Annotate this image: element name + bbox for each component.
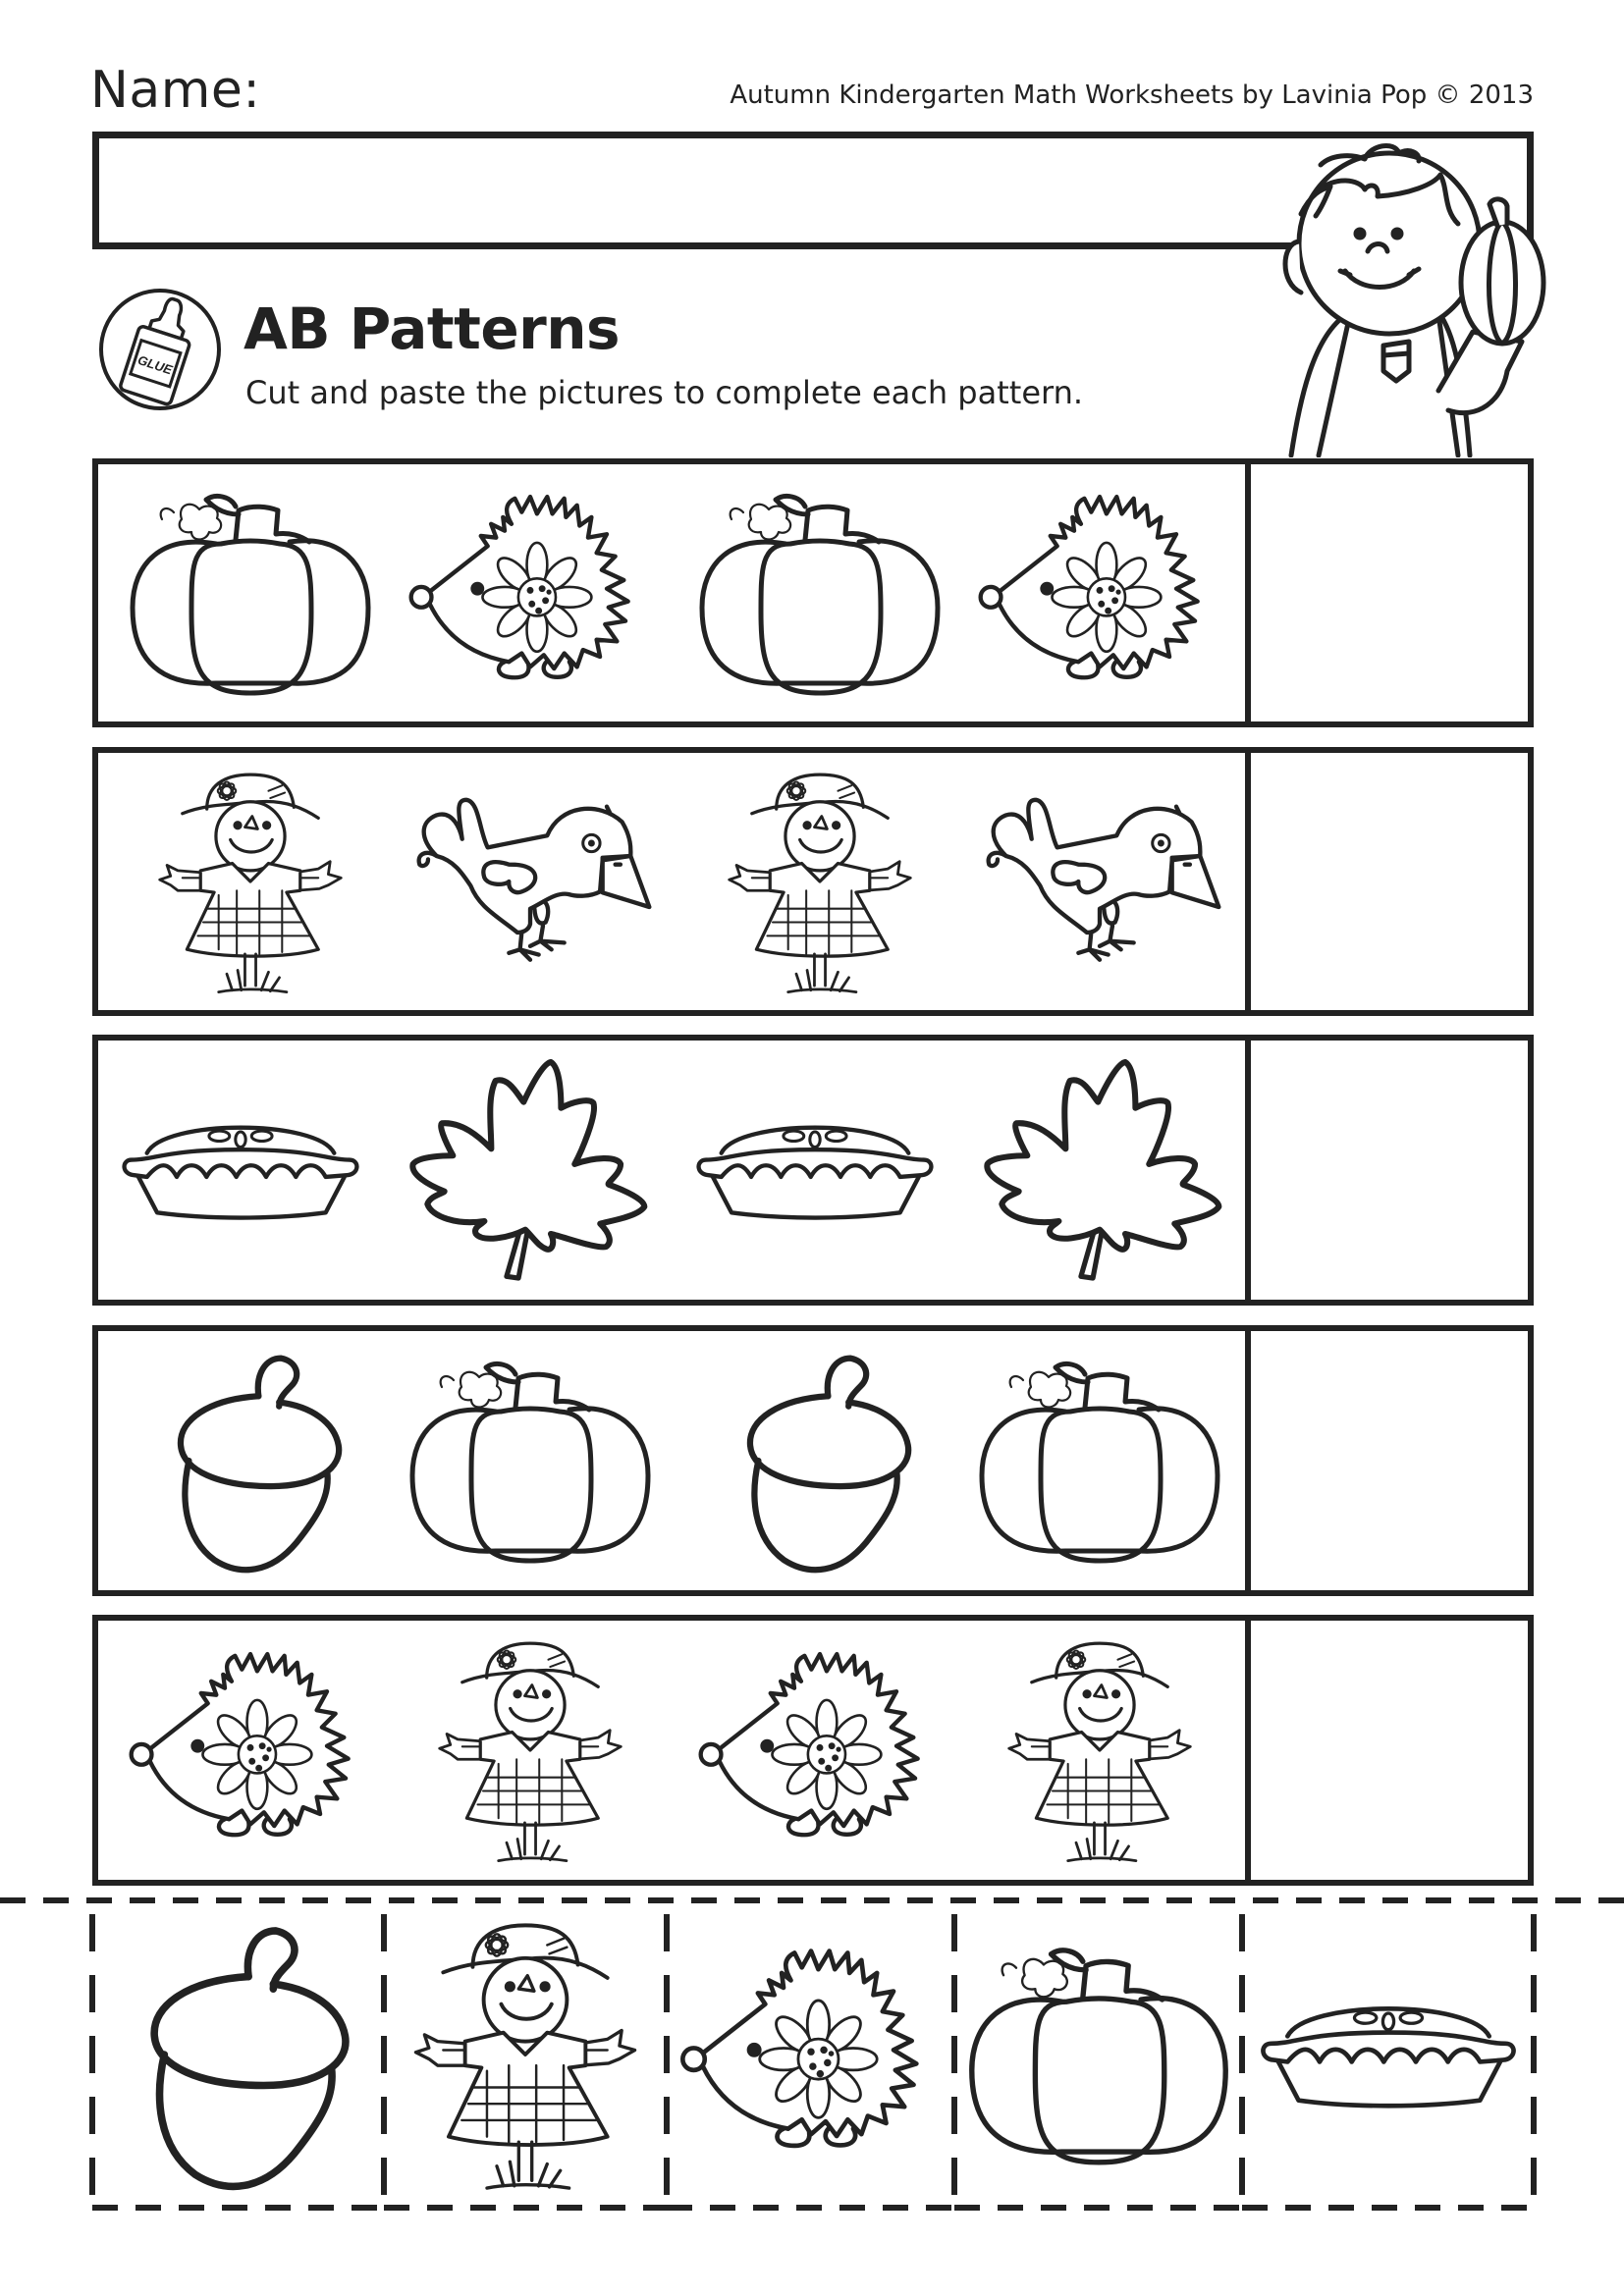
pattern-item-scarecrow (398, 1621, 663, 1880)
worksheet-credit: Autumn Kindergarten Math Worksheets by Lavinia Pop © 2013 (730, 80, 1534, 110)
cut-edge (384, 2205, 667, 2211)
pattern-item-pumpkin (967, 1331, 1232, 1590)
instructions: Cut and paste the pictures to complete each pattern. (245, 374, 1084, 411)
cutout-pumpkin[interactable] (954, 1900, 1242, 2208)
scarecrow-icon (388, 1912, 663, 2197)
cut-edge (92, 2205, 384, 2211)
hedgehog-icon (403, 475, 658, 711)
scarecrow-icon (123, 764, 378, 999)
scarecrow-icon (403, 1632, 658, 1868)
pattern-row-2 (92, 747, 1534, 1016)
hedgehog-icon (972, 475, 1227, 711)
cutout-picture[interactable] (1242, 1908, 1534, 2200)
cutout-pie[interactable] (1242, 1900, 1534, 2208)
cutout-picture[interactable] (667, 1908, 954, 2200)
pattern-item-pie (682, 1041, 947, 1300)
pattern-item-scarecrow (687, 753, 952, 1010)
pie-icon (1251, 1912, 1526, 2197)
acorn-icon (123, 1343, 378, 1578)
hedgehog-icon (123, 1632, 378, 1868)
glue-bottle-icon (96, 286, 224, 413)
pie-icon (687, 1052, 943, 1288)
pattern-item-acorn (118, 1331, 383, 1590)
pattern-row-4 (92, 1325, 1534, 1596)
pattern-item-hedgehog (118, 1621, 383, 1880)
cutout-hedgehog[interactable] (667, 1900, 954, 2208)
pattern-item-leaf (393, 1041, 658, 1300)
answer-box-5[interactable] (1245, 1621, 1534, 1880)
pumpkin-icon (972, 1343, 1227, 1578)
cut-edge (1242, 2205, 1534, 2211)
name-label: Name: (90, 61, 261, 120)
pattern-item-hedgehog (687, 1621, 952, 1880)
page-title: AB Patterns (244, 295, 621, 362)
cutout-picture[interactable] (92, 1908, 384, 2200)
pattern-item-pumpkin (687, 464, 952, 721)
pattern-item-hedgehog (967, 464, 1232, 721)
acorn-icon (692, 1343, 947, 1578)
answer-box-1[interactable] (1245, 464, 1534, 721)
pattern-item-scarecrow (118, 753, 383, 1010)
cutout-scarecrow[interactable] (384, 1900, 667, 2208)
leaf-icon (972, 1052, 1227, 1288)
pattern-row-3 (92, 1035, 1534, 1306)
acorn-icon (101, 1912, 376, 2197)
pattern-item-scarecrow (967, 1621, 1232, 1880)
pumpkin-icon (692, 475, 947, 711)
cutout-acorn[interactable] (92, 1900, 384, 2208)
answer-box-2[interactable] (1245, 753, 1534, 1010)
bird-icon (403, 764, 658, 999)
pattern-item-pie (108, 1041, 373, 1300)
pattern-row-5 (92, 1615, 1534, 1886)
pattern-item-pumpkin (118, 464, 383, 721)
bird-icon (972, 764, 1227, 999)
scarecrow-icon (692, 764, 947, 999)
cutout-picture[interactable] (954, 1908, 1242, 2200)
cutout-picture[interactable] (384, 1908, 667, 2200)
glue-label: GLUE (135, 351, 175, 378)
cut-edge (667, 2205, 954, 2211)
boy-with-pumpkin-illustration (1262, 135, 1546, 457)
pumpkin-icon (961, 1912, 1236, 2197)
pattern-item-leaf (967, 1041, 1232, 1300)
pumpkin-icon (403, 1343, 658, 1578)
hedgehog-icon (674, 1912, 948, 2197)
leaf-icon (398, 1052, 653, 1288)
pattern-item-bird (967, 753, 1232, 1010)
pattern-row-1 (92, 458, 1534, 727)
scarecrow-icon (972, 1632, 1227, 1868)
hedgehog-icon (692, 1632, 947, 1868)
answer-box-3[interactable] (1245, 1041, 1534, 1300)
cut-edge (954, 2205, 1242, 2211)
pattern-item-acorn (687, 1331, 952, 1590)
pattern-item-bird (398, 753, 663, 1010)
pattern-item-hedgehog (398, 464, 663, 721)
answer-box-4[interactable] (1245, 1331, 1534, 1590)
pie-icon (113, 1052, 368, 1288)
pumpkin-icon (123, 475, 378, 711)
pattern-item-pumpkin (398, 1331, 663, 1590)
